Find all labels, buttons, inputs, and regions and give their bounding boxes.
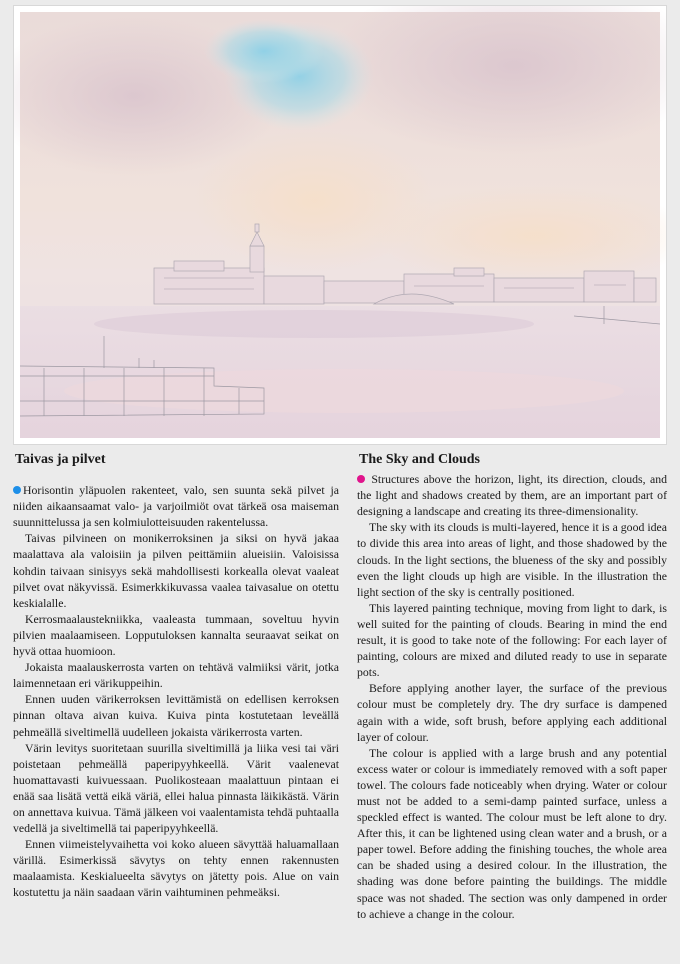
english-paragraph-2: The sky with its clouds is multi-layered, hence it is a good idea to divide this area into areas of light, and those shadowed by the clouds. In the light sections, the blueness of the sky and possibly even the light clouds up high are visible. In the illustration the light section of the sky is centrally positioned. — [357, 520, 667, 599]
finnish-paragraph-7: Ennen viimeistelyvaihetta voi koko alueen sävyttää haluamallaan värillä. Esimerkissä sävytys on tehty ennen rakennusten maalaamista. Keskialueelta sävytys on jätetty pois. Alue on vain kostutettu ja näin saadaan värin vaihtuminen pehmeäksi. — [13, 837, 339, 900]
finnish-paragraph-3: Kerrosmaalaustekniikka, vaaleasta tummaan, soveltuu hyvin pilvien maalaamiseen. Lopputuloksen kannalta seuraavat seikat on hyvä ottaa huomioon. — [13, 611, 339, 659]
english-paragraph-3: This layered painting technique, moving from light to dark, is well suited for the painting of clouds. Bearing in mind the end result, it is good to take note of the following: For each layer of painting, colours are mixed and diluted ready to use in separate pots. — [357, 600, 667, 680]
blue-bullet-icon — [13, 486, 21, 494]
finnish-paragraph-1 — [13, 482, 339, 530]
english-title: The Sky and Clouds — [359, 452, 481, 467]
finnish-paragraph-5: Ennen uuden värikerroksen levittämistä on edellisen kerroksen pinnan oltava aivan kuiva. Kuiva pinta kostutetaan leveällä pehmeällä siveltimellä uudelleen jokaista värikerrosta varten. — [13, 692, 339, 739]
finnish-title: Taivas ja pilvet — [15, 452, 106, 467]
finnish-column — [13, 452, 339, 901]
magenta-bullet-icon — [357, 475, 365, 483]
finnish-paragraph-2: Taivas pilvineen on monikerroksinen ja siksi on hyvä jakaa maalattava ala valoisiin ja pilven peittämiin alueisiin. Valoisissa kohdin taivaan sinisyys sekä mahdollisesti korkealla olevat vaaleat pilvet ovat näkyvissä. Esimerkkikuvassa vaalea taivasalue on otettu keskialalle. — [13, 531, 339, 610]
harbour-painting — [14, 6, 666, 444]
english-paragraph-4: Before applying another layer, the surface of the previous colour must be completely dry. The dry surface is dampened again with a wide, soft brush, before applying each additional layer of colour. — [357, 681, 667, 744]
watercolor-illustration — [14, 6, 666, 444]
finnish-paragraph-6: Värin levitys suoritetaan suurilla siveltimillä ja liika vesi tai väri poistetaan pehmeällä paperipyyhkeellä. Värit vaalenevat huomattavasti kuivuessaan. Puolikosteaan maalattuun pintaan ei enää saa lisätä vettä eikä väriä, ellei halua pinnasta läikikästä. Värin on annettava kuivua. Tämä jälkeen voi vaalentamista tehdä puhtaalla vedellä ja siveltimellä tai paperipyyhkeellä. — [13, 740, 339, 836]
english-paragraph-5: The colour is applied with a large brush and any potential excess water or colour is immediately removed with a soft paper towel. The colours fade noticeably when drying. Water or colour must not be added to a semi-damp painted surface, unless a speckled effect is wanted. The colour must be left alone to dry. After this, it can be lightened using clean water and a brush, or a paper towel. Before adding the finishing touches, the whole area can be shaded using a desired colour. In the illustration, the shading was done before painting the buildings. The middle space was not shaded. The section was only dampened in order to achieve a change in the colour. — [357, 745, 667, 921]
finnish-paragraph-1-text: Horisontin yläpuolen rakenteet, valo, sen suunta sekä pilvet ja niiden aikaansaamat valo- ja varjoilmiöt ovat tärkeä osa maiseman suunnittelussa ja sen kolmiulotteisuuden rakentelussa. — [13, 483, 339, 530]
english-paragraph-1 — [357, 471, 667, 519]
english-paragraph-1-text: Structures above the horizon, light, its direction, clouds, and the light and shadows created by them, are an important part of designing a landscape and creating its three-dimensionality. — [357, 472, 667, 519]
finnish-paragraph-4: Jokaista maalauskerrosta varten on tehtävä valmiiksi värit, jotka laimennetaan eri värikuppeihin. — [13, 660, 339, 691]
english-column — [357, 452, 667, 922]
